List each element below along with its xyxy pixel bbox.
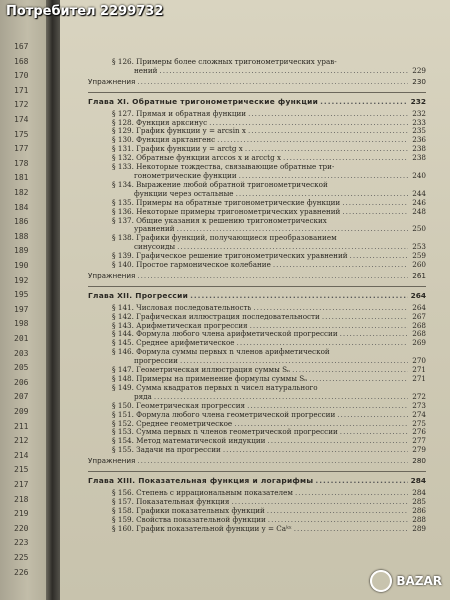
toc-entry-text: § 126. Примеры более сложных тригонометрических урав- (112, 58, 337, 66)
toc-leader-dots (223, 446, 408, 455)
toc-leader-dots (342, 208, 408, 217)
left-page-number: 206 (14, 377, 29, 387)
toc-entry-text: § 137. Общие указания к решению тригонометрических (112, 216, 327, 225)
toc-entry-text: § 130. Функция арктангенс (112, 136, 216, 145)
toc-leader-dots (315, 477, 408, 486)
toc-page-number: 260 (412, 260, 426, 270)
toc-page-number: 246 (412, 197, 426, 207)
toc-page-number: 230 (412, 76, 426, 86)
toc-entry-text: § 136. Некоторые примеры тригонометрических уравнений (112, 207, 341, 216)
left-page-number: 195 (14, 290, 29, 300)
left-page-number: 170 (14, 71, 29, 81)
toc-page-number: 250 (412, 224, 426, 234)
left-page-number: 209 (14, 407, 29, 416)
toc-leader-dots (253, 304, 408, 313)
toc-entry-text: нений (134, 66, 158, 75)
toc-leader-dots (267, 507, 408, 516)
left-page-number: 223 (14, 538, 29, 548)
toc-page-number: 271 (412, 365, 426, 375)
toc-leader-dots (159, 67, 408, 76)
toc-entry-text: § 132. Обратные функции arccos x и arcctg x (112, 154, 282, 163)
left-page-number: 214 (14, 450, 29, 460)
toc-entry (88, 225, 426, 234)
toc-leader-dots (340, 428, 408, 437)
toc-exercises (88, 78, 426, 87)
left-page (0, 0, 46, 600)
toc-leader-dots (248, 127, 408, 136)
watermark-user: Потребител 2299732 (6, 4, 164, 19)
left-page-number: 207 (14, 392, 29, 402)
toc-entry-text: § 141. Числовая последовательность (112, 303, 252, 312)
toc-page-number: 272 (412, 391, 426, 401)
left-page-number: 218 (14, 494, 29, 504)
toc-page-number: 236 (412, 135, 426, 145)
toc-entry (88, 357, 426, 366)
toc-entry (88, 163, 426, 172)
toc-entry-text: § 153. Сумма первых n членов геометрической прогрессии (112, 428, 338, 437)
toc-entry-text: прогрессии (134, 357, 178, 366)
toc-entry (88, 208, 426, 217)
toc-leader-dots (239, 172, 408, 181)
toc-leader-dots (342, 199, 408, 208)
bazar-logo (370, 570, 442, 592)
left-page-number: 189 (14, 246, 29, 256)
toc-entry-text: § 140. Простое гармоническое колебание (112, 261, 271, 270)
toc-entry (88, 304, 426, 313)
toc-page-number: 289 (412, 523, 426, 533)
toc-entry (88, 322, 426, 331)
toc-leader-dots (294, 525, 408, 534)
chapter-divider (88, 471, 426, 472)
toc-leader-dots (180, 357, 408, 366)
toc-leader-dots (292, 366, 408, 375)
toc-entry (88, 393, 426, 402)
toc-page-number: 244 (412, 188, 426, 198)
toc-exercises (88, 457, 426, 466)
left-page-number: 225 (14, 553, 29, 562)
toc-page-number: 268 (412, 320, 426, 330)
toc-leader-dots (340, 330, 408, 339)
left-page-number: 184 (14, 202, 29, 212)
toc-leader-dots (245, 145, 408, 154)
toc-entry-text: § 158. Графики показательных функций (112, 506, 265, 515)
left-page-number: 186 (14, 217, 29, 227)
left-page-number: 198 (14, 319, 29, 329)
toc-entry (88, 402, 426, 411)
toc-entry (88, 446, 426, 455)
toc-entry (88, 199, 426, 208)
left-page-number: 217 (14, 480, 29, 489)
bazar-logo-text: BAZAR (396, 574, 442, 588)
toc-entry-text: Глава XI. Обратные тригонометрические функции (88, 97, 319, 106)
left-page-number: 182 (14, 188, 29, 197)
toc-entry (88, 243, 426, 252)
toc-leader-dots (273, 261, 408, 270)
toc-page-number: 235 (412, 126, 426, 136)
toc-entry-text: § 129. График функции y = arcsin x (112, 127, 246, 136)
toc-entry-text: § 143. Арифметическая прогрессия (112, 321, 248, 330)
toc-entry (88, 234, 426, 243)
toc-leader-dots (322, 313, 408, 322)
left-page-number: 171 (14, 85, 29, 95)
chapter-heading (88, 292, 426, 301)
left-page-number: 188 (14, 231, 29, 241)
toc-page-number: 271 (412, 374, 426, 383)
toc-entry-text: § 142. Графическая иллюстрация последовательности (112, 312, 320, 321)
toc-entry-text: § 134. Выражение любой обратной тригонометрической (112, 180, 328, 189)
toc-page-number: 232 (412, 108, 426, 118)
left-page-number: 226 (14, 567, 29, 577)
chapter-divider (88, 92, 426, 93)
left-page-number: 219 (14, 509, 29, 519)
left-page-number: 190 (14, 261, 29, 270)
toc-entry-text: § 157. Показательная функция (112, 497, 230, 506)
toc-page-number: 248 (412, 206, 426, 216)
toc-page-number: 284 (412, 487, 426, 497)
toc-entry-text: § 135. Примеры на обратные тригонометрические функции (112, 198, 341, 207)
table-of-contents (88, 58, 426, 534)
toc-leader-dots (250, 322, 408, 331)
toc-entry-text: § 150. Геометрическая прогрессия (112, 401, 246, 410)
toc-leader-dots (295, 489, 408, 498)
toc-page-number: 264 (410, 290, 426, 300)
toc-leader-dots (337, 411, 408, 420)
toc-page-number: 268 (412, 329, 426, 339)
bazar-logo-icon (370, 570, 392, 592)
toc-entry (88, 525, 426, 534)
toc-entry-text: Упражнения (88, 271, 136, 280)
toc-entry-text: Упражнения (88, 77, 136, 86)
toc-entry (88, 375, 426, 384)
chapter-heading (88, 98, 426, 107)
toc-entry (88, 217, 426, 226)
toc-leader-dots (236, 190, 408, 199)
toc-page-number: 267 (412, 311, 426, 321)
left-page-number: 220 (14, 523, 29, 533)
left-page-number: 215 (14, 465, 29, 475)
toc-page-number: 232 (410, 96, 426, 106)
toc-entry (88, 348, 426, 357)
left-page-number: 177 (14, 144, 29, 154)
toc-entry (88, 420, 426, 429)
toc-leader-dots (320, 98, 408, 107)
chapter-heading (88, 477, 426, 486)
toc-entry-text: ряда (134, 392, 152, 401)
toc-leader-dots (237, 339, 408, 348)
toc-leader-dots (268, 516, 408, 525)
toc-entry (88, 110, 426, 119)
toc-page-number: 259 (412, 251, 426, 261)
left-page-number: 201 (14, 334, 29, 343)
toc-entry (88, 181, 426, 190)
toc-page-number: 275 (412, 418, 426, 428)
toc-page-number: 279 (412, 445, 426, 455)
toc-leader-dots (350, 252, 408, 261)
toc-entry-text: § 127. Прямая и обратная функции (112, 109, 247, 118)
toc-entry (88, 145, 426, 154)
toc-entry (88, 437, 426, 446)
toc-entry-text: § 138. Графики функций, получающиеся преобразованием (112, 234, 337, 243)
toc-leader-dots (137, 272, 408, 281)
toc-page-number: 276 (412, 427, 426, 437)
toc-entry (88, 172, 426, 181)
toc-page-number: 274 (412, 409, 426, 419)
left-page-number: 205 (14, 363, 29, 373)
toc-entry-text: § 146. Формула суммы первых n членов арифметической (112, 348, 330, 357)
left-page-number: 172 (14, 100, 29, 110)
right-page (60, 0, 450, 600)
toc-page-number: 286 (412, 505, 426, 515)
toc-page-number: 238 (412, 153, 426, 163)
toc-entry-text: § 147. Геометрическая иллюстрация суммы Sₙ (112, 366, 291, 375)
toc-page-number: 277 (412, 436, 426, 446)
toc-entry-text: § 148. Примеры на применение формулы суммы Sₙ (112, 375, 308, 383)
toc-entry (88, 428, 426, 437)
toc-entry (88, 339, 426, 348)
toc-entry-text: Глава XIII. Показательная функция и логарифмы (88, 477, 314, 486)
toc-entry (88, 330, 426, 339)
left-page-number: 181 (14, 173, 29, 183)
toc-entry-text: § 155. Задачи на прогрессии (112, 446, 221, 455)
toc-entry-text: § 154. Метод математической индукции (112, 437, 266, 446)
left-page-number: 175 (14, 129, 29, 139)
toc-entry-text: § 152. Среднее геометрическое (112, 419, 233, 428)
toc-page-number: 238 (412, 144, 426, 154)
toc-entry-text: уравнений (134, 225, 175, 234)
toc-entry-text: § 139. Графическое решение тригонометрических уравнений (112, 252, 348, 261)
toc-leader-dots (154, 393, 408, 402)
toc-page-number: 253 (412, 242, 426, 252)
toc-entry-text: § 156. Степень с иррациональным показателем (112, 488, 293, 497)
toc-page-number: 229 (412, 65, 426, 75)
toc-entry (88, 127, 426, 136)
toc-exercises (88, 272, 426, 281)
toc-entry (88, 58, 426, 67)
toc-entry (88, 507, 426, 516)
toc-entry-text: § 144. Формула любого члена арифметической прогрессии (112, 330, 338, 339)
toc-leader-dots (217, 136, 408, 145)
toc-entry-text: синусоиды (134, 243, 176, 252)
toc-leader-dots (283, 154, 408, 163)
toc-entry-text: § 133. Некоторые тождества, связывающие обратные три- (112, 163, 335, 172)
toc-leader-dots (137, 78, 408, 87)
toc-leader-dots (137, 457, 408, 466)
toc-entry (88, 136, 426, 145)
left-page-number: 192 (14, 275, 29, 285)
toc-page-number: 270 (412, 356, 426, 366)
toc-entry (88, 366, 426, 375)
toc-leader-dots (234, 420, 408, 429)
left-page-number: 197 (14, 304, 29, 314)
toc-entry-text: § 160. График показательной функции y = Caᵏˣ (112, 524, 292, 533)
toc-entry (88, 252, 426, 261)
toc-page-number: 264 (412, 302, 426, 312)
toc-entry (88, 498, 426, 507)
toc-entry (88, 516, 426, 525)
toc-entry (88, 261, 426, 270)
toc-leader-dots (247, 402, 408, 411)
toc-leader-dots (177, 225, 408, 234)
toc-entry (88, 411, 426, 420)
toc-leader-dots (190, 292, 408, 301)
left-page-number: 212 (14, 436, 29, 446)
toc-entry (88, 190, 426, 199)
toc-entry-text: § 131. График функции y = arctg x (112, 145, 243, 154)
toc-entry (88, 67, 426, 76)
toc-entry (88, 313, 426, 322)
toc-page-number: 261 (412, 270, 426, 280)
toc-entry-text: § 128. Функция арксинус (112, 118, 208, 127)
chapter-divider (88, 286, 426, 287)
toc-page-number: 288 (412, 514, 426, 524)
toc-leader-dots (209, 119, 408, 128)
toc-entry-text: функции через остальные (134, 189, 234, 198)
toc-entry-text: § 151. Формула любого члена геометрической прогрессии (112, 410, 336, 419)
toc-entry-text: Глава XII. Прогрессии (88, 291, 189, 300)
left-page-number: 178 (14, 158, 29, 168)
toc-page-number: 280 (412, 456, 426, 466)
left-page-number: 211 (14, 421, 29, 431)
left-page-number: 167 (14, 42, 29, 51)
toc-page-number: 285 (412, 496, 426, 506)
toc-page-number: 269 (412, 338, 426, 348)
toc-entry (88, 119, 426, 128)
toc-page-number: 233 (412, 117, 426, 127)
left-page-number: 174 (14, 115, 29, 124)
toc-leader-dots (309, 375, 408, 384)
left-page-number: 203 (14, 348, 29, 358)
toc-entry (88, 154, 426, 163)
toc-leader-dots (231, 498, 408, 507)
toc-entry (88, 384, 426, 393)
left-page-number: 168 (14, 56, 29, 66)
toc-entry (88, 489, 426, 498)
toc-entry-text: § 159. Свойства показательной функции (112, 515, 266, 524)
toc-entry-text: § 145. Среднее арифметическое (112, 339, 235, 348)
toc-leader-dots (267, 437, 408, 446)
toc-page-number: 284 (410, 476, 426, 486)
toc-page-number: 240 (412, 170, 426, 180)
toc-entry-text: § 149. Сумма квадратов первых n чисел натурального (112, 383, 318, 392)
toc-leader-dots (177, 243, 408, 252)
toc-entry-text: Упражнения (88, 457, 136, 466)
toc-page-number: 273 (412, 400, 426, 410)
book-gutter (46, 0, 60, 600)
toc-leader-dots (248, 110, 408, 119)
toc-entry-text: гонометрические функции (134, 171, 237, 180)
